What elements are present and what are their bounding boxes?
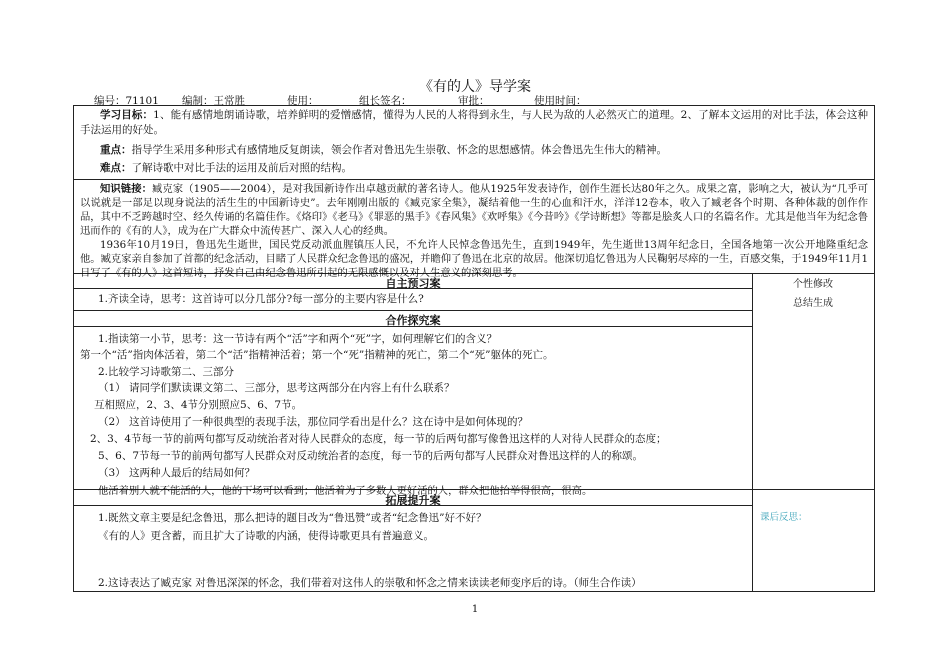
key-label: 重点： (100, 144, 132, 156)
explore-line: 他活着别人就不能活的人，他的下场可以看到；他活着为了多数人更好活的人，群众把他抬举得很高，很高。 (98, 485, 593, 497)
preview-header: 自主预习案 (385, 277, 441, 290)
explore-line: 2.比较学习诗歌第二、三部分 (98, 366, 235, 378)
side-note (752, 275, 874, 313)
doc-editor: 编制：王常胜 (182, 95, 245, 107)
key-text: 指导学生采用多种形式有感情地反复朗读，领会作者对鲁迅先生崇敬、怀念的思想感情。体会鲁迅先生伟大的精神。 (131, 144, 667, 156)
explore-line: （1） 请同学们默读课文第二、三部分，思考这两部分在内容上有什么联系？ (98, 382, 455, 394)
explore-line: 互相照应，2、3、4节分别照应5、6、7节。 (94, 399, 303, 411)
explore-line: 1.指读第一小节，思考：这一节诗有两个“活”字和两个“死”字，如何理解它们的含义？ (98, 333, 497, 345)
difficulty-points (80, 161, 868, 176)
divider (74, 179, 874, 180)
knowledge-link (80, 182, 868, 238)
doc-number: 编号：71101 (94, 95, 159, 107)
page-title: 《有的人》导学案 (419, 79, 531, 95)
knowledge-p1: 臧克家（1905——2004），是对我国新诗作出卓越贡献的著名诗人。他从1925年发表诗作，创作生涯长达80年之久。成果之富，影响之大，被认为“几乎可以说就是一部足以现身说法的活生生的中国新诗史”。去年刚刚出版的《臧克家全集》，凝结着他一生的心血和汗水，洋洋12卷本，收入了臧老各个时期、各种体裁的创作作品，其中不乏跨越时空、经久传诵的名篇佳作。《烙印》《老马》《罪恶的黑手》《春风集》《欢呼集》《今昔吟》《学诗断想》等都是脍炙人口的名篇名作。尤其是他当年为纪念鲁迅而作的《有的人》，成为在广大群众中流传甚广、深入人心的经典。 (80, 183, 868, 238)
difficulty-label: 难点： (100, 162, 132, 174)
knowledge-label: 知识链接： (100, 183, 153, 195)
extend-header: 拓展提升案 (385, 494, 441, 507)
reflection-label: 课后反思： (760, 512, 808, 523)
side-note-line2: 总结生成 (793, 298, 833, 309)
doc-review: 审批： (458, 95, 490, 107)
explore-line: （2） 这首诗使用了一种很典型的表现手法，那位同学看出是什么？这在诗中是如何体现的？ (98, 416, 529, 428)
explore-line: （3） 这两种人最后的结局如何？ (98, 467, 256, 479)
doc-use-time: 使用时间： (534, 95, 587, 107)
preview-question: 1.齐读全诗，思考：这首诗可以分几部分?每一部分的主要内容是什么? (98, 293, 424, 305)
extend-line: 2.这诗表达了臧克家 对鲁迅深深的怀念，我们带着对这伟人的崇敬和怀念之情来读读老师变序后的诗。（师生合作读） (98, 577, 642, 589)
column-divider (752, 273, 753, 591)
explore-line: 第一个“活”指肉体活着，第二个“活”指精神活着；第一个“死”指精神的死亡，第二个“死”躯体的死亡。 (80, 349, 554, 361)
doc-use: 使用： (287, 95, 319, 107)
goals-text: 1、能有感情地朗诵诗歌，培养鲜明的爱憎感情，懂得为人民的人将得到永生，与人民为敌的人必然灭亡的道理。2、了解本文运用的对比手法，体会这种手法运用的好处。 (80, 109, 869, 136)
explore-line: 2、3、4节每一节的前两句都写反动统治者对待人民群众的态度，每一节的后两句都写像鲁迅这样的人对待人民群众的态度； (90, 433, 667, 445)
lesson-table (73, 105, 875, 592)
explore-header: 合作探究案 (385, 314, 441, 327)
extend-line: 《有的人》更含蓄，而且扩大了诗歌的内涵，使得诗歌更具有普遍意义。 (98, 530, 434, 542)
extend-line: 1.既然文章主要是纪念鲁迅，那么把诗的题目改为“鲁迅赞”或者“纪念鲁迅”好不好？ (98, 512, 487, 524)
knowledge-p2: 1936年10月19日，鲁迅先生逝世，国民党反动派血腥镇压人民，不允许人民悼念鲁迅先生，直到1949年，先生逝世13周年纪念日，全国各地第一次公开地隆重纪念他。臧克家亲自参加了首都的纪念活动，目睹了人民群众纪念鲁迅的盛况，并瞻仰了鲁迅在北京的故居。他深切追忆鲁迅为人民鞠躬尽瘁的一生，百感交集，于1949年11月1日写了《有的人》这首短诗，抒发自己由纪念鲁迅所引起的无限感慨以及对人生意义的深刻思考。 (80, 239, 868, 280)
goals-label: 学习目标： (100, 109, 154, 121)
learning-goals (80, 108, 868, 137)
divider (74, 310, 752, 311)
doc-group-sign: 组长签名： (359, 95, 412, 107)
key-points (80, 143, 868, 158)
page-number: 1 (471, 604, 479, 615)
difficulty-text: 了解诗歌中对比手法的运用及前后对照的结构。 (131, 162, 352, 174)
side-note-line1: 个性修改 (793, 279, 833, 290)
explore-line: 5、6、7节每一节的前两句都写人民群众对反动统治者的态度，每一节的后两句都写人民群众对鲁迅这样的人的称颂。 (98, 450, 644, 462)
